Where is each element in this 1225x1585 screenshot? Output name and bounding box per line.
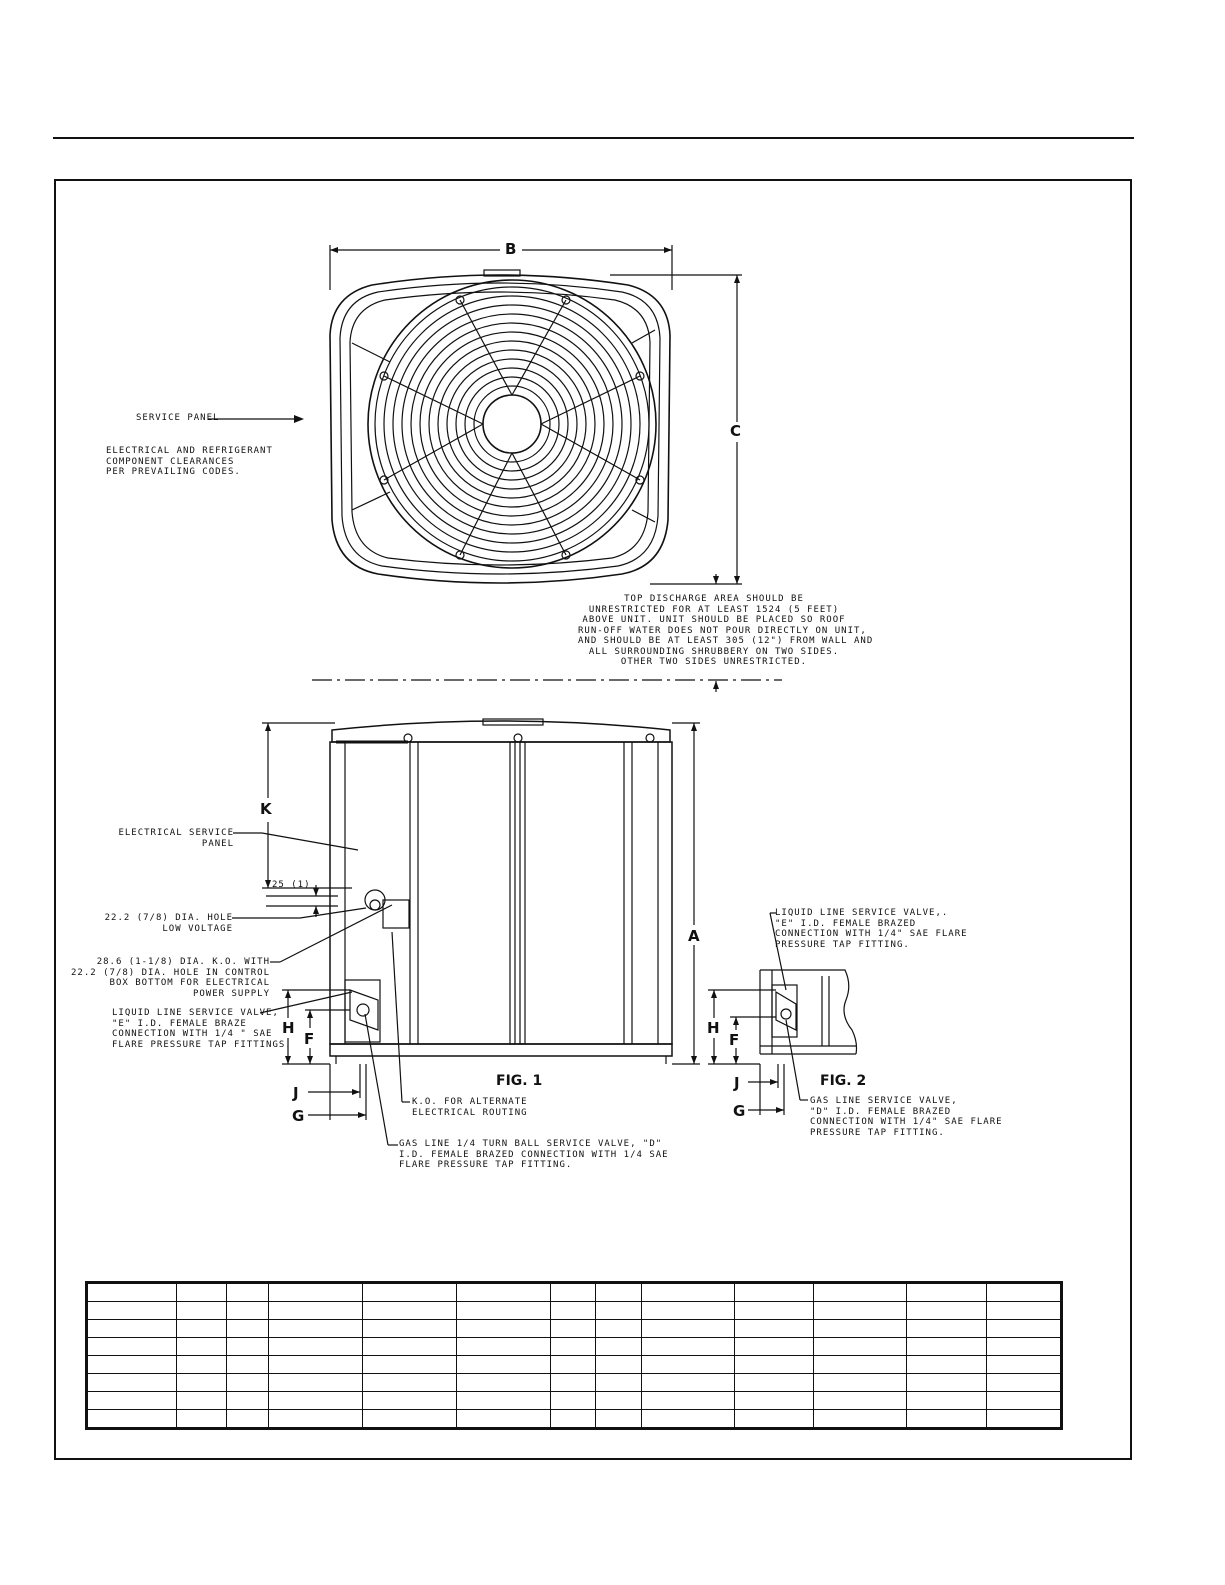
service-panel-label: SERVICE PANEL xyxy=(136,413,220,423)
dim-c-label: C xyxy=(730,422,742,440)
fig2-dim-g-label: G xyxy=(733,1102,746,1120)
fig1-gas-valve-label: GAS LINE 1/4 TURN BALL SERVICE VALVE, "D" I.D. FEMALE BRAZED CONNECTION WITH 1/4 SAE FLARE PRESSURE TAP FITTING. xyxy=(399,1139,669,1170)
fig2-dim-j-label: J xyxy=(734,1074,740,1092)
dim-h-label: H xyxy=(282,1019,295,1037)
fig2-title: FIG. 2 xyxy=(820,1073,867,1089)
dim-k-label: K xyxy=(260,800,272,818)
front-view-unit xyxy=(330,719,672,1064)
fig2-dim-h-label: H xyxy=(707,1019,720,1037)
table-row xyxy=(87,1338,1062,1356)
low-voltage-hole-label: 22.2 (7/8) DIA. HOLE LOW VOLTAGE xyxy=(104,913,233,934)
table-row xyxy=(87,1302,1062,1320)
table-row xyxy=(87,1392,1062,1410)
ko-alternate-routing-label: K.O. FOR ALTERNATE ELECTRICAL ROUTING xyxy=(412,1097,528,1118)
dim-f-label: F xyxy=(304,1030,315,1048)
discharge-note: TOP DISCHARGE AREA SHOULD BE UNRESTRICTED FOR AT LEAST 1524 (5 FEET) ABOVE UNIT. UNIT SHOULD BE PLACED SO ROOF RUN-OFF WATER DOES NOT POUR DIRECTLY ON UNIT, AND SHOULD BE AT LEAST 305 (12") FROM WALL AND ALL SURROUNDING SHRUBBERY ON TWO SIDES. OTHER TWO SIDES UNRESTRICTED. xyxy=(578,594,874,667)
fig1-liquid-valve-label: LIQUID LINE SERVICE VALVE, "E" I.D. FEMALE BRAZE CONNECTION WITH 1/4 " SAE FLARE PRESSURE TAP FITTINGS. xyxy=(112,1008,292,1050)
electrical-service-panel-label: ELECTRICAL SERVICE PANEL xyxy=(118,828,234,849)
table-row xyxy=(87,1410,1062,1429)
fig2-liquid-valve-label: LIQUID LINE SERVICE VALVE,. "E" I.D. FEMALE BRAZED CONNECTION WITH 1/4" SAE FLARE PRESSURE TAP FITTING. xyxy=(775,908,968,950)
dim-b-label: B xyxy=(505,240,517,258)
dim-25-label: 25 (1) xyxy=(272,880,311,890)
table-row xyxy=(87,1283,1062,1302)
ko-power-supply-label: 28.6 (1-1/8) DIA. K.O. WITH 22.2 (7/8) DIA. HOLE IN CONTROL BOX BOTTOM FOR ELECTRICAL POWER SUPPLY xyxy=(71,957,270,999)
side-view-unit xyxy=(760,970,857,1054)
dim-a-label: A xyxy=(688,927,700,945)
fig2-dim-f-label: F xyxy=(729,1031,740,1049)
table-row xyxy=(87,1356,1062,1374)
table-row xyxy=(87,1320,1062,1338)
dim-g-label: G xyxy=(292,1107,305,1125)
clearance-note: ELECTRICAL AND REFRIGERANT COMPONENT CLEARANCES PER PREVAILING CODES. xyxy=(106,446,273,477)
dim-j-label: J xyxy=(293,1084,299,1102)
fig1-title: FIG. 1 xyxy=(496,1073,543,1089)
table-row xyxy=(87,1374,1062,1392)
dimension-table xyxy=(85,1281,1063,1430)
fig2-gas-valve-label: GAS LINE SERVICE VALVE, "D" I.D. FEMALE BRAZED CONNECTION WITH 1/4" SAE FLARE PRESSURE TAP FITTING. xyxy=(810,1096,1003,1138)
top-view-unit xyxy=(330,270,670,583)
